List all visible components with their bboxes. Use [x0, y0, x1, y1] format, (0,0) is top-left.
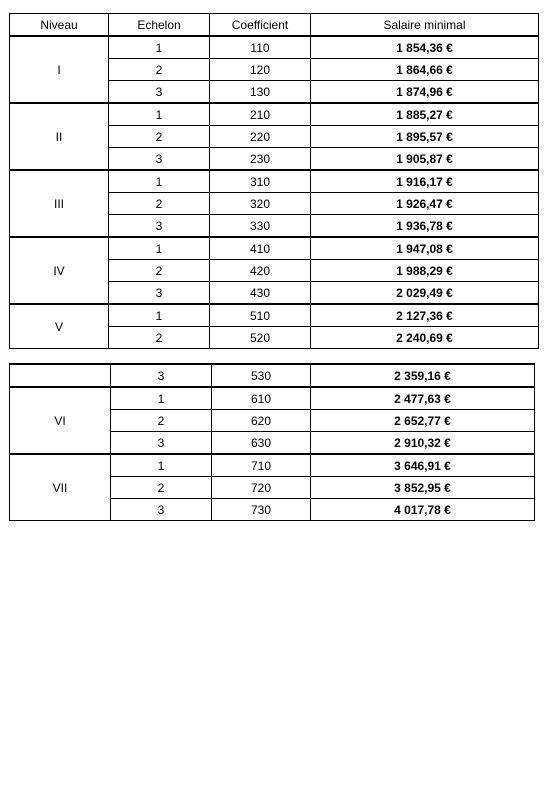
table-row	[10, 103, 539, 126]
table-row	[10, 387, 535, 410]
coefficient-cell: 610	[212, 387, 311, 410]
salaire-cell: 1 947,08 €	[311, 237, 539, 260]
echelon-cell: 2	[109, 126, 210, 148]
salaire-cell: 1 988,29 €	[311, 260, 539, 282]
salaire-cell: 2 127,36 €	[311, 304, 539, 327]
salaire-cell: 1 854,36 €	[311, 36, 539, 59]
echelon-cell: 3	[109, 81, 210, 104]
coefficient-cell: 620	[212, 410, 311, 432]
niveau-cell: I	[10, 36, 109, 103]
echelon-cell: 3	[109, 282, 210, 305]
salaire-cell: 2 029,49 €	[311, 282, 539, 305]
echelon-cell: 1	[109, 103, 210, 126]
salaire-cell: 1 916,17 €	[311, 170, 539, 193]
echelon-cell: 2	[111, 410, 212, 432]
echelon-cell: 1	[109, 36, 210, 59]
coefficient-cell: 110	[210, 36, 311, 59]
coefficient-cell: 210	[210, 103, 311, 126]
echelon-cell: 2	[109, 193, 210, 215]
coefficient-cell: 230	[210, 148, 311, 171]
table-row	[10, 170, 539, 193]
table-row	[10, 364, 535, 387]
coefficient-cell: 130	[210, 81, 311, 104]
niveau-cell: II	[10, 103, 109, 170]
salaire-cell: 3 646,91 €	[311, 454, 535, 477]
coefficient-cell: 320	[210, 193, 311, 215]
echelon-cell: 1	[109, 304, 210, 327]
echelon-cell: 1	[109, 237, 210, 260]
niveau-cell: III	[10, 170, 109, 237]
table-row	[10, 304, 539, 327]
echelon-cell: 2	[109, 260, 210, 282]
coefficient-cell: 310	[210, 170, 311, 193]
echelon-cell: 1	[111, 454, 212, 477]
coefficient-cell: 710	[212, 454, 311, 477]
salaire-cell: 1 936,78 €	[311, 215, 539, 238]
echelon-cell: 1	[109, 170, 210, 193]
salary-table-bottom	[9, 363, 535, 521]
echelon-cell: 3	[111, 432, 212, 455]
echelon-cell: 2	[109, 327, 210, 349]
salaire-cell: 2 477,63 €	[311, 387, 535, 410]
coefficient-cell: 330	[210, 215, 311, 238]
header-row	[10, 14, 539, 37]
table-row	[10, 454, 535, 477]
echelon-cell: 3	[111, 499, 212, 521]
coefficient-cell: 530	[212, 364, 311, 387]
salary-table-bottom-body	[10, 364, 535, 521]
coefficient-cell: 520	[210, 327, 311, 349]
salary-table-top	[9, 13, 539, 349]
salaire-cell: 1 885,27 €	[311, 103, 539, 126]
coefficient-cell: 510	[210, 304, 311, 327]
header-coefficient: Coefficient	[210, 14, 311, 37]
coefficient-cell: 430	[210, 282, 311, 305]
salaire-cell: 1 874,96 €	[311, 81, 539, 104]
table-row	[10, 237, 539, 260]
salaire-cell: 2 240,69 €	[311, 327, 539, 349]
coefficient-cell: 720	[212, 477, 311, 499]
salary-table-top-body	[10, 14, 539, 349]
header-echelon: Echelon	[109, 14, 210, 37]
header-salaire-minimal: Salaire minimal	[311, 14, 539, 37]
salaire-cell: 1 864,66 €	[311, 59, 539, 81]
niveau-cell: IV	[10, 237, 109, 304]
niveau-cell: VI	[10, 387, 111, 454]
table-row	[10, 36, 539, 59]
salaire-cell: 2 359,16 €	[311, 364, 535, 387]
niveau-cell	[10, 364, 111, 387]
coefficient-cell: 420	[210, 260, 311, 282]
coefficient-cell: 220	[210, 126, 311, 148]
salaire-cell: 1 905,87 €	[311, 148, 539, 171]
salaire-cell: 1 926,47 €	[311, 193, 539, 215]
echelon-cell: 3	[109, 215, 210, 238]
salaire-cell: 4 017,78 €	[311, 499, 535, 521]
echelon-cell: 3	[109, 148, 210, 171]
salaire-cell: 2 910,32 €	[311, 432, 535, 455]
coefficient-cell: 410	[210, 237, 311, 260]
coefficient-cell: 730	[212, 499, 311, 521]
niveau-cell: VII	[10, 454, 111, 521]
salaire-cell: 2 652,77 €	[311, 410, 535, 432]
salaire-cell: 3 852,95 €	[311, 477, 535, 499]
niveau-cell: V	[10, 304, 109, 349]
coefficient-cell: 120	[210, 59, 311, 81]
echelon-cell: 2	[111, 477, 212, 499]
salaire-cell: 1 895,57 €	[311, 126, 539, 148]
coefficient-cell: 630	[212, 432, 311, 455]
header-niveau: Niveau	[10, 14, 109, 37]
echelon-cell: 1	[111, 387, 212, 410]
echelon-cell: 3	[111, 364, 212, 387]
echelon-cell: 2	[109, 59, 210, 81]
